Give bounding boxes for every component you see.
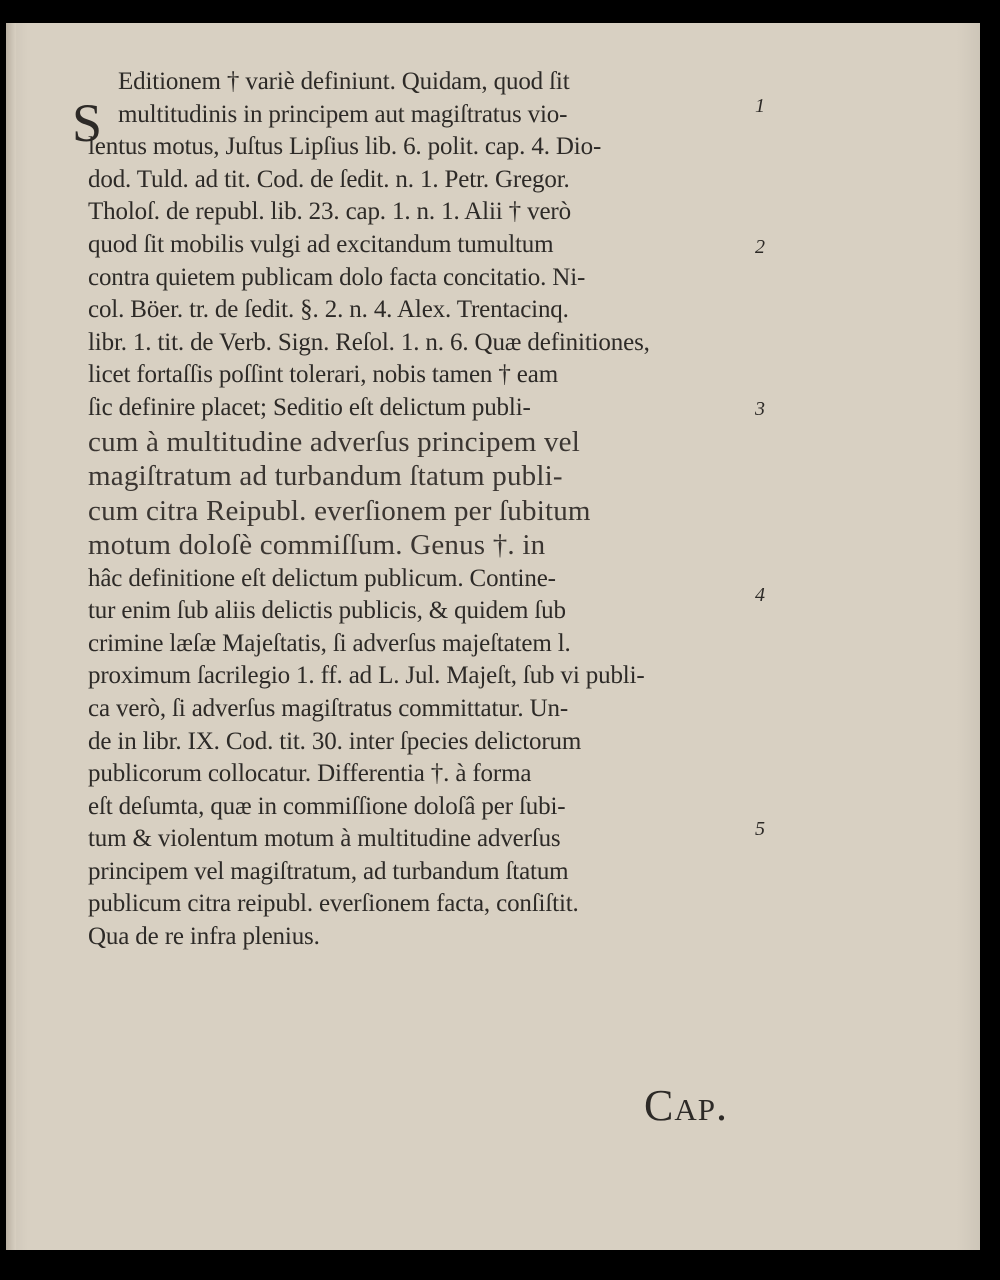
text-line: licet fortaſſis poſſint tolerari, nobis tamen † eam	[88, 361, 558, 389]
margin-number: 1	[755, 95, 765, 117]
text-line: Editionem † variè definiunt. Quidam, quod ſit	[118, 68, 570, 95]
text-line: tum & violentum motum à multitudine adverſus	[88, 825, 561, 853]
text-line: crimine læſæ Majeſtatis, ſi adverſus majeſtatem l.	[88, 629, 571, 657]
text-line: dod. Tuld. ad tit. Cod. de ſedit. n. 1. Petr. Gregor.	[88, 165, 570, 193]
text-line: lentus motus, Juſtus Lipſius lib. 6. polit. cap. 4. Dio-	[88, 133, 602, 161]
text-line: cum à multitudine adverſus principem vel	[88, 425, 581, 458]
margin-number: 5	[755, 818, 765, 840]
text-line: multitudinis in principem aut magiſtratus vio-	[118, 100, 568, 128]
text-line: contra quietem publicam dolo facta concitatio. Ni-	[88, 263, 586, 291]
text-line: de in libr. IX. Cod. tit. 30. inter ſpecies delictorum	[88, 727, 582, 755]
text-line: ca verò, ſi adverſus magiſtratus committatur. Un-	[88, 694, 569, 722]
text-line: publicorum collocatur. Differentia †. à forma	[88, 760, 532, 788]
main-text	[88, 66, 748, 954]
text-line: publicum citra reipubl. everſionem facta, conſiſtit.	[88, 890, 579, 918]
text-line: proximum ſacrilegio 1. ff. ad L. Jul. Majeſt, ſub vi publi-	[88, 662, 645, 690]
margin-number: 3	[755, 398, 765, 420]
text-line: ſic definire placet; Seditio eſt delictum publi-	[88, 393, 531, 421]
text-line: principem vel magiſtratum, ad turbandum ſtatum	[88, 857, 569, 885]
text-line: libr. 1. tit. de Verb. Sign. Reſol. 1. n. 6. Quæ definitiones,	[88, 328, 650, 356]
text-line: magiſtratum ad turbandum ſtatum publi-	[88, 460, 563, 493]
catchword: Cap.	[644, 1081, 728, 1130]
text-line: hâc definitione eſt delictum publicum. Contine-	[88, 564, 556, 592]
text-line: col. Böer. tr. de ſedit. §. 2. n. 4. Alex. Trentacinq.	[88, 296, 569, 324]
text-line: Qua de re infra plenius.	[88, 923, 320, 951]
binding-shadow	[6, 23, 16, 1250]
text-line: eſt deſumta, quæ in commiſſione doloſâ per ſubi-	[88, 792, 566, 820]
text-line: cum citra Reipubl. everſionem per ſubitum	[88, 494, 591, 527]
text-line: quod ſit mobilis vulgi ad excitandum tumultum	[88, 230, 554, 258]
margin-number: 4	[755, 584, 765, 606]
text-line: tur enim ſub aliis delictis publicis, & quidem ſub	[88, 597, 566, 625]
drop-cap: S	[72, 93, 103, 153]
text-line: Tholoſ. de republ. lib. 23. cap. 1. n. 1. Alii † verò	[88, 198, 571, 226]
margin-number: 2	[755, 236, 765, 258]
text-line: motum doloſè commiſſum. Genus †. in	[88, 529, 546, 562]
